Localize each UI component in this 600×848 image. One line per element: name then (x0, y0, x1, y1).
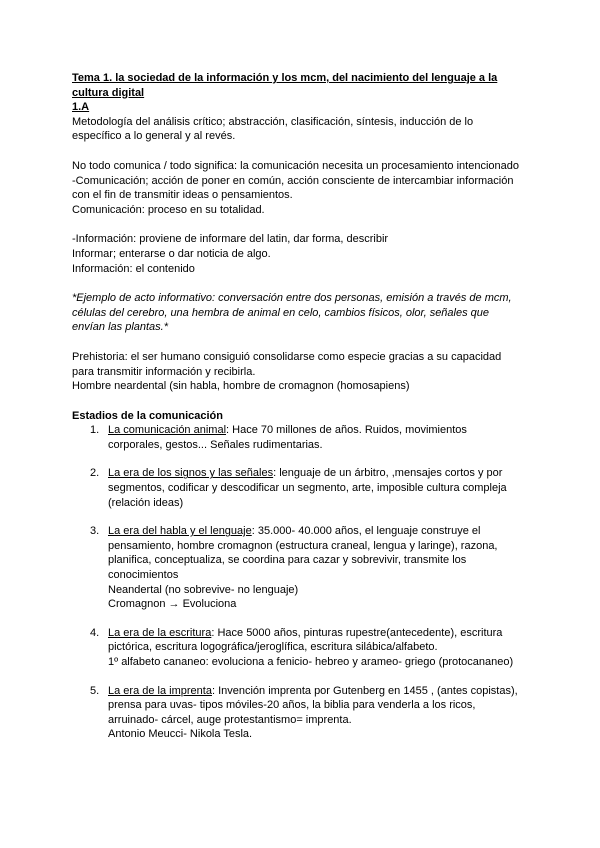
doc-subtitle: 1.A (72, 101, 90, 114)
text-line: células del cerebro, una hembra de animal en celo, cambios físicos, olor, señales que (72, 306, 490, 319)
methodology-paragraph (72, 115, 532, 144)
text-line: (relación ideas) (108, 496, 184, 509)
text-line: 1º alfabeto cananeo: evoluciona a fenicio- hebreo y arameo- griego (protocananeo) (108, 656, 514, 668)
text-line: Informar; enterarse o dar noticia de algo. (72, 247, 271, 260)
text-line: Cromagnon → Evoluciona (108, 598, 237, 611)
stage-heading: La era del habla y el lenguaje (108, 525, 252, 538)
text-line: arruinado- cárcel, auge protestantismo= imprenta. (108, 713, 352, 726)
doc-title (72, 71, 532, 100)
list-number: 1. (90, 424, 100, 437)
list-item (72, 684, 532, 742)
text-line: Prehistoria: el ser humano consiguió consolidarse como especie gracias a su capacidad (72, 350, 502, 363)
stage-heading: La era de la escritura (108, 626, 212, 639)
text-line: segmentos, codificar y descodificar un segmento, arte, imposible cultura compleja (108, 482, 507, 495)
stage-heading: La era de la imprenta (108, 684, 212, 697)
stage-heading: La comunicación animal (108, 424, 227, 437)
stage-heading: La era de los signos y las señales (108, 467, 274, 480)
text-line: pictórica, escritura logográfica/jeroglífica, escritura silábica/alfabeto. (108, 641, 438, 654)
stages-heading: Estadios de la comunicación (72, 409, 223, 422)
list-item (72, 626, 532, 670)
list-item (72, 524, 532, 612)
text-line: conocimientos (108, 569, 179, 582)
text-line: -Comunicación; acción de poner en común, acción consciente de intercambiar información (72, 174, 514, 187)
text-line: pensamiento, hombre cromagnon (estructura craneal, lengua y laringe), razona, (108, 539, 498, 552)
communication-paragraph (72, 159, 532, 217)
stages-list (72, 423, 532, 742)
text-line: : 35.000- 40.000 años, el lenguaje construye el (251, 525, 481, 538)
text-line: No todo comunica / todo significa: la comunicación necesita un procesamiento intencionado (72, 159, 519, 172)
text-line: : lenguaje de un árbitro, ,mensajes cortos y por (273, 467, 503, 480)
list-number: 2. (90, 467, 100, 480)
text-line: Antonio Meucci- Nikola Tesla. (108, 728, 253, 741)
list-number: 5. (90, 684, 100, 697)
example-paragraph (72, 291, 532, 335)
list-item (72, 423, 532, 452)
text-line: envían las plantas.* (72, 321, 169, 334)
text-line: específico a lo general y al revés. (72, 130, 236, 143)
text-line: : Hace 70 millones de años. Ruidos, movimientos (226, 424, 467, 437)
text-line: Comunicación: proceso en su totalidad. (72, 203, 265, 216)
text-line: *Ejemplo de acto informativo: conversación entre dos personas, emisión a través de mcm, (72, 292, 512, 305)
document-content (72, 71, 532, 756)
list-number: 3. (90, 525, 100, 538)
text-line: Información: el contenido (72, 262, 195, 275)
list-number: 4. (90, 626, 100, 639)
doc-title-line: Tema 1. la sociedad de la información y los mcm, del nacimiento del lenguaje a la (72, 72, 498, 84)
list-item (72, 466, 532, 510)
text-line: Hombre neardental (sin habla, hombre de cromagnon (homosapiens) (72, 380, 410, 393)
text-line: para transmitir información y recibirla. (72, 365, 256, 378)
text-line: prensa para uvas- tipos móviles-20 años, la biblia para venderla a los ricos, (108, 699, 476, 712)
information-paragraph (72, 232, 532, 276)
text-line: : Hace 5000 años, pinturas rupestre(antecedente), escritura (211, 626, 503, 639)
text-line: -Información: proviene de informare del latin, dar forma, describir (72, 233, 389, 246)
doc-title-line: cultura digital (72, 86, 145, 99)
text-line: Neandertal (no sobrevive- no lenguaje) (108, 583, 299, 596)
text-line: : Invención imprenta por Gutenberg en 1455 , (antes copistas), (211, 684, 518, 697)
text-line: planifica, conceptualiza, se coordina para cazar y sobrevivir, transmite los (108, 554, 467, 567)
text-line: con el fin de transmitir ideas o pensamientos. (72, 189, 293, 202)
prehistory-paragraph (72, 350, 532, 394)
text-line: Metodología del análisis crítico; abstracción, clasificación, síntesis, inducción de lo (72, 115, 474, 128)
text-line: corporales, gestos... Señales rudimentarias. (108, 438, 323, 451)
